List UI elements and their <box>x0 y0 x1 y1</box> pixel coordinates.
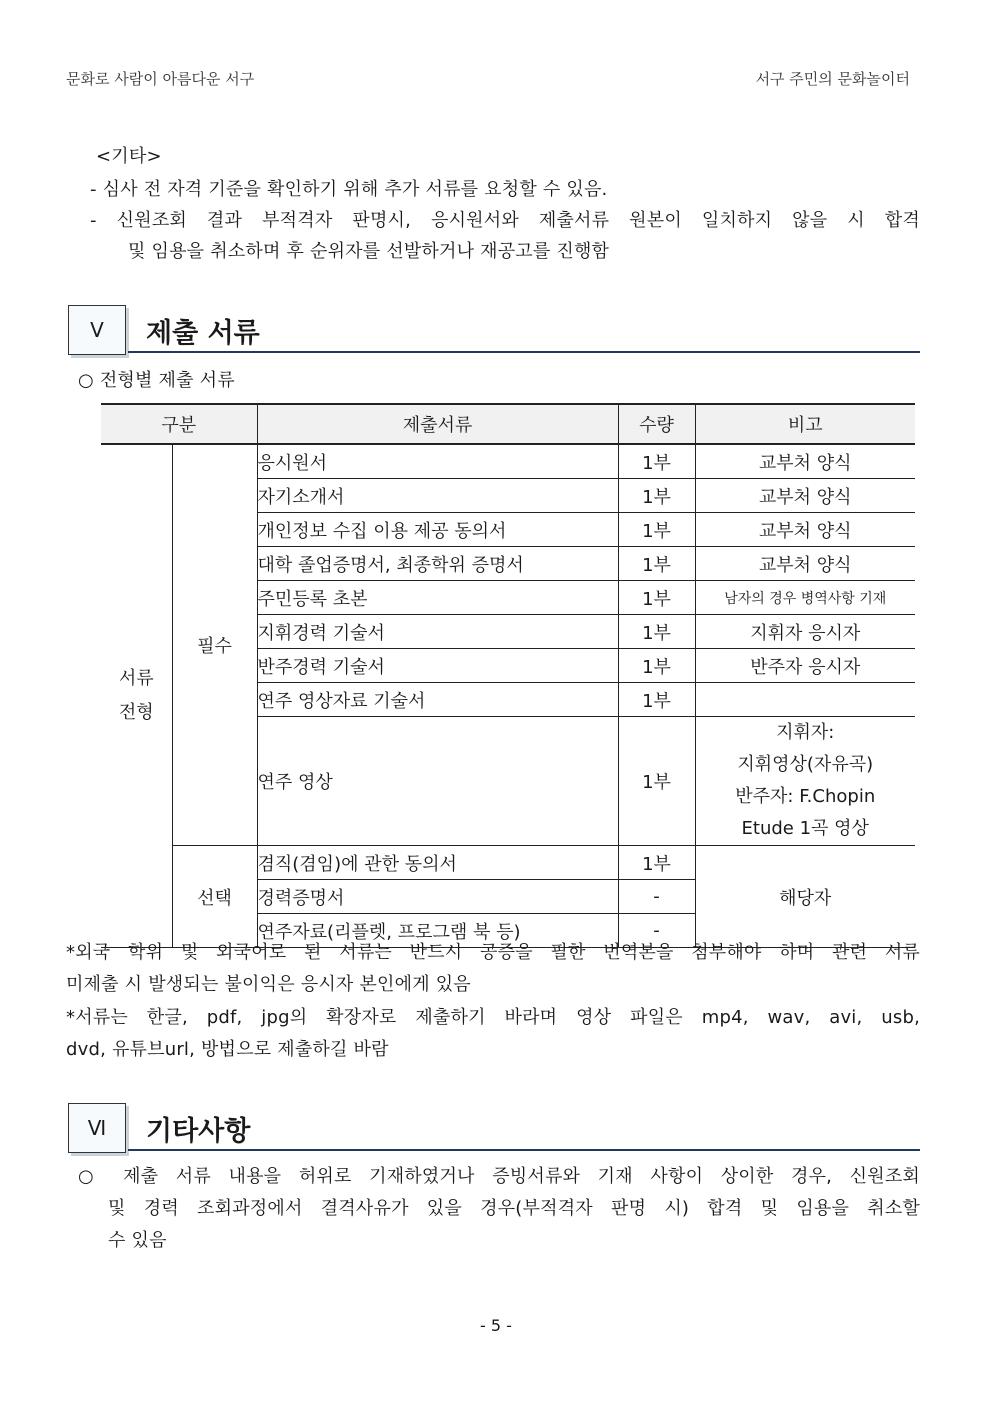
note-1b: 미제출 시 발생되는 불이익은 응시자 본인에게 있음 <box>66 974 471 995</box>
etc-line-2b: 및 임용을 취소하며 후 순위자를 선발하거나 재공고를 진행함 <box>128 241 610 262</box>
qty-cell: 1부 <box>618 683 695 717</box>
section-6-rule <box>128 1149 920 1151</box>
header-document: 제출서류 <box>257 404 618 444</box>
qty-cell: - <box>618 914 695 948</box>
section-5-title: 제출 서류 <box>146 318 260 349</box>
section-6-title: 기타사항 <box>146 1116 251 1147</box>
doc-cell: 자기소개서 <box>257 479 618 513</box>
documents-table <box>101 403 915 948</box>
table-header-row <box>101 404 915 444</box>
note-2a: *서류는 한글, pdf, jpg의 확장자로 제출하기 바라며 영상 파일은 mp4, wav, avi, usb, <box>66 1007 920 1028</box>
header-note: 비고 <box>695 404 915 444</box>
etc-line-2a: - 신원조회 결과 부적격자 판명시, 응시원서와 제출서류 원본이 일치하지 않을 시 합격 <box>90 210 920 231</box>
doc-cell: 지휘경력 기술서 <box>257 615 618 649</box>
section-6-line-1: ○ 제출 서류 내용을 허위로 기재하였거나 증빙서류와 기재 사항이 상이한 경우, 신원조회 <box>78 1166 920 1187</box>
note-cell: 교부처 양식 <box>695 444 915 479</box>
doc-cell: 연주 영상 <box>257 717 618 846</box>
qty-cell: 1부 <box>618 547 695 581</box>
note-1a: *외국 학위 및 외국어로 된 서류는 반드시 공증을 필한 번역본을 첨부해야 하며 관련 서류 <box>66 942 920 963</box>
qty-cell: 1부 <box>618 444 695 479</box>
qty-cell: 1부 <box>618 717 695 846</box>
doc-cell: 대학 졸업증명서, 최종학위 증명서 <box>257 547 618 581</box>
page-number: - 5 - <box>480 1316 512 1335</box>
section-6-number: Ⅵ <box>68 1103 126 1153</box>
group-label <box>101 444 172 948</box>
optional-note-cell: 해당자 <box>695 846 915 948</box>
qty-cell: - <box>618 880 695 914</box>
note-cell: 남자의 경우 병역사항 기재 <box>695 581 915 615</box>
doc-cell: 응시원서 <box>257 444 618 479</box>
note-cell-multiline <box>695 717 915 846</box>
doc-cell: 겸직(겸임)에 관한 동의서 <box>257 846 618 880</box>
note-cell: 교부처 양식 <box>695 479 915 513</box>
note-line: 반주자: F.Chopin <box>735 786 876 807</box>
etc-title: <기타> <box>96 146 162 167</box>
section-5-number: Ⅴ <box>68 305 126 355</box>
doc-cell: 반주경력 기술서 <box>257 649 618 683</box>
qty-cell: 1부 <box>618 479 695 513</box>
note-cell: 교부처 양식 <box>695 513 915 547</box>
qty-cell: 1부 <box>618 581 695 615</box>
note-line: Etude 1곡 영상 <box>741 818 869 839</box>
header-category: 구분 <box>101 404 257 444</box>
section-6-line-2: 및 경력 조회과정에서 결격사유가 있을 경우(부적격자 판명 시) 합격 및 임용을 취소할 <box>108 1198 920 1219</box>
note-cell: 지휘자 응시자 <box>695 615 915 649</box>
note-cell <box>695 683 915 717</box>
table-row <box>101 846 915 880</box>
required-label: 필수 <box>172 444 257 846</box>
section-6-line-3: 수 있음 <box>108 1230 167 1251</box>
doc-cell: 연주자료(리플렛, 프로그램 북 등) <box>257 914 618 948</box>
note-line: 지휘영상(자유곡) <box>737 754 874 775</box>
header-left: 문화로 사람이 아름다운 서구 <box>66 70 255 88</box>
optional-label: 선택 <box>172 846 257 948</box>
doc-cell: 개인정보 수집 이용 제공 동의서 <box>257 513 618 547</box>
qty-cell: 1부 <box>618 615 695 649</box>
header-right: 서구 주민의 문화놀이터 <box>755 70 910 88</box>
section-5-subtitle: ○ 전형별 제출 서류 <box>78 370 235 391</box>
doc-cell: 경력증명서 <box>257 880 618 914</box>
group-label-text: 서류 전형 <box>118 668 154 723</box>
table-row <box>101 444 915 479</box>
qty-cell: 1부 <box>618 649 695 683</box>
qty-cell: 1부 <box>618 513 695 547</box>
section-5-rule <box>128 351 920 353</box>
note-cell: 교부처 양식 <box>695 547 915 581</box>
etc-line-1: - 심사 전 자격 기준을 확인하기 위해 추가 서류를 요청할 수 있음. <box>90 179 608 200</box>
note-cell: 반주자 응시자 <box>695 649 915 683</box>
note-line: 지휘자: <box>776 722 835 743</box>
qty-cell: 1부 <box>618 846 695 880</box>
note-2b: dvd, 유튜브url, 방법으로 제출하길 바람 <box>66 1039 389 1060</box>
doc-cell: 주민등록 초본 <box>257 581 618 615</box>
doc-cell: 연주 영상자료 기술서 <box>257 683 618 717</box>
header-quantity: 수량 <box>618 404 695 444</box>
